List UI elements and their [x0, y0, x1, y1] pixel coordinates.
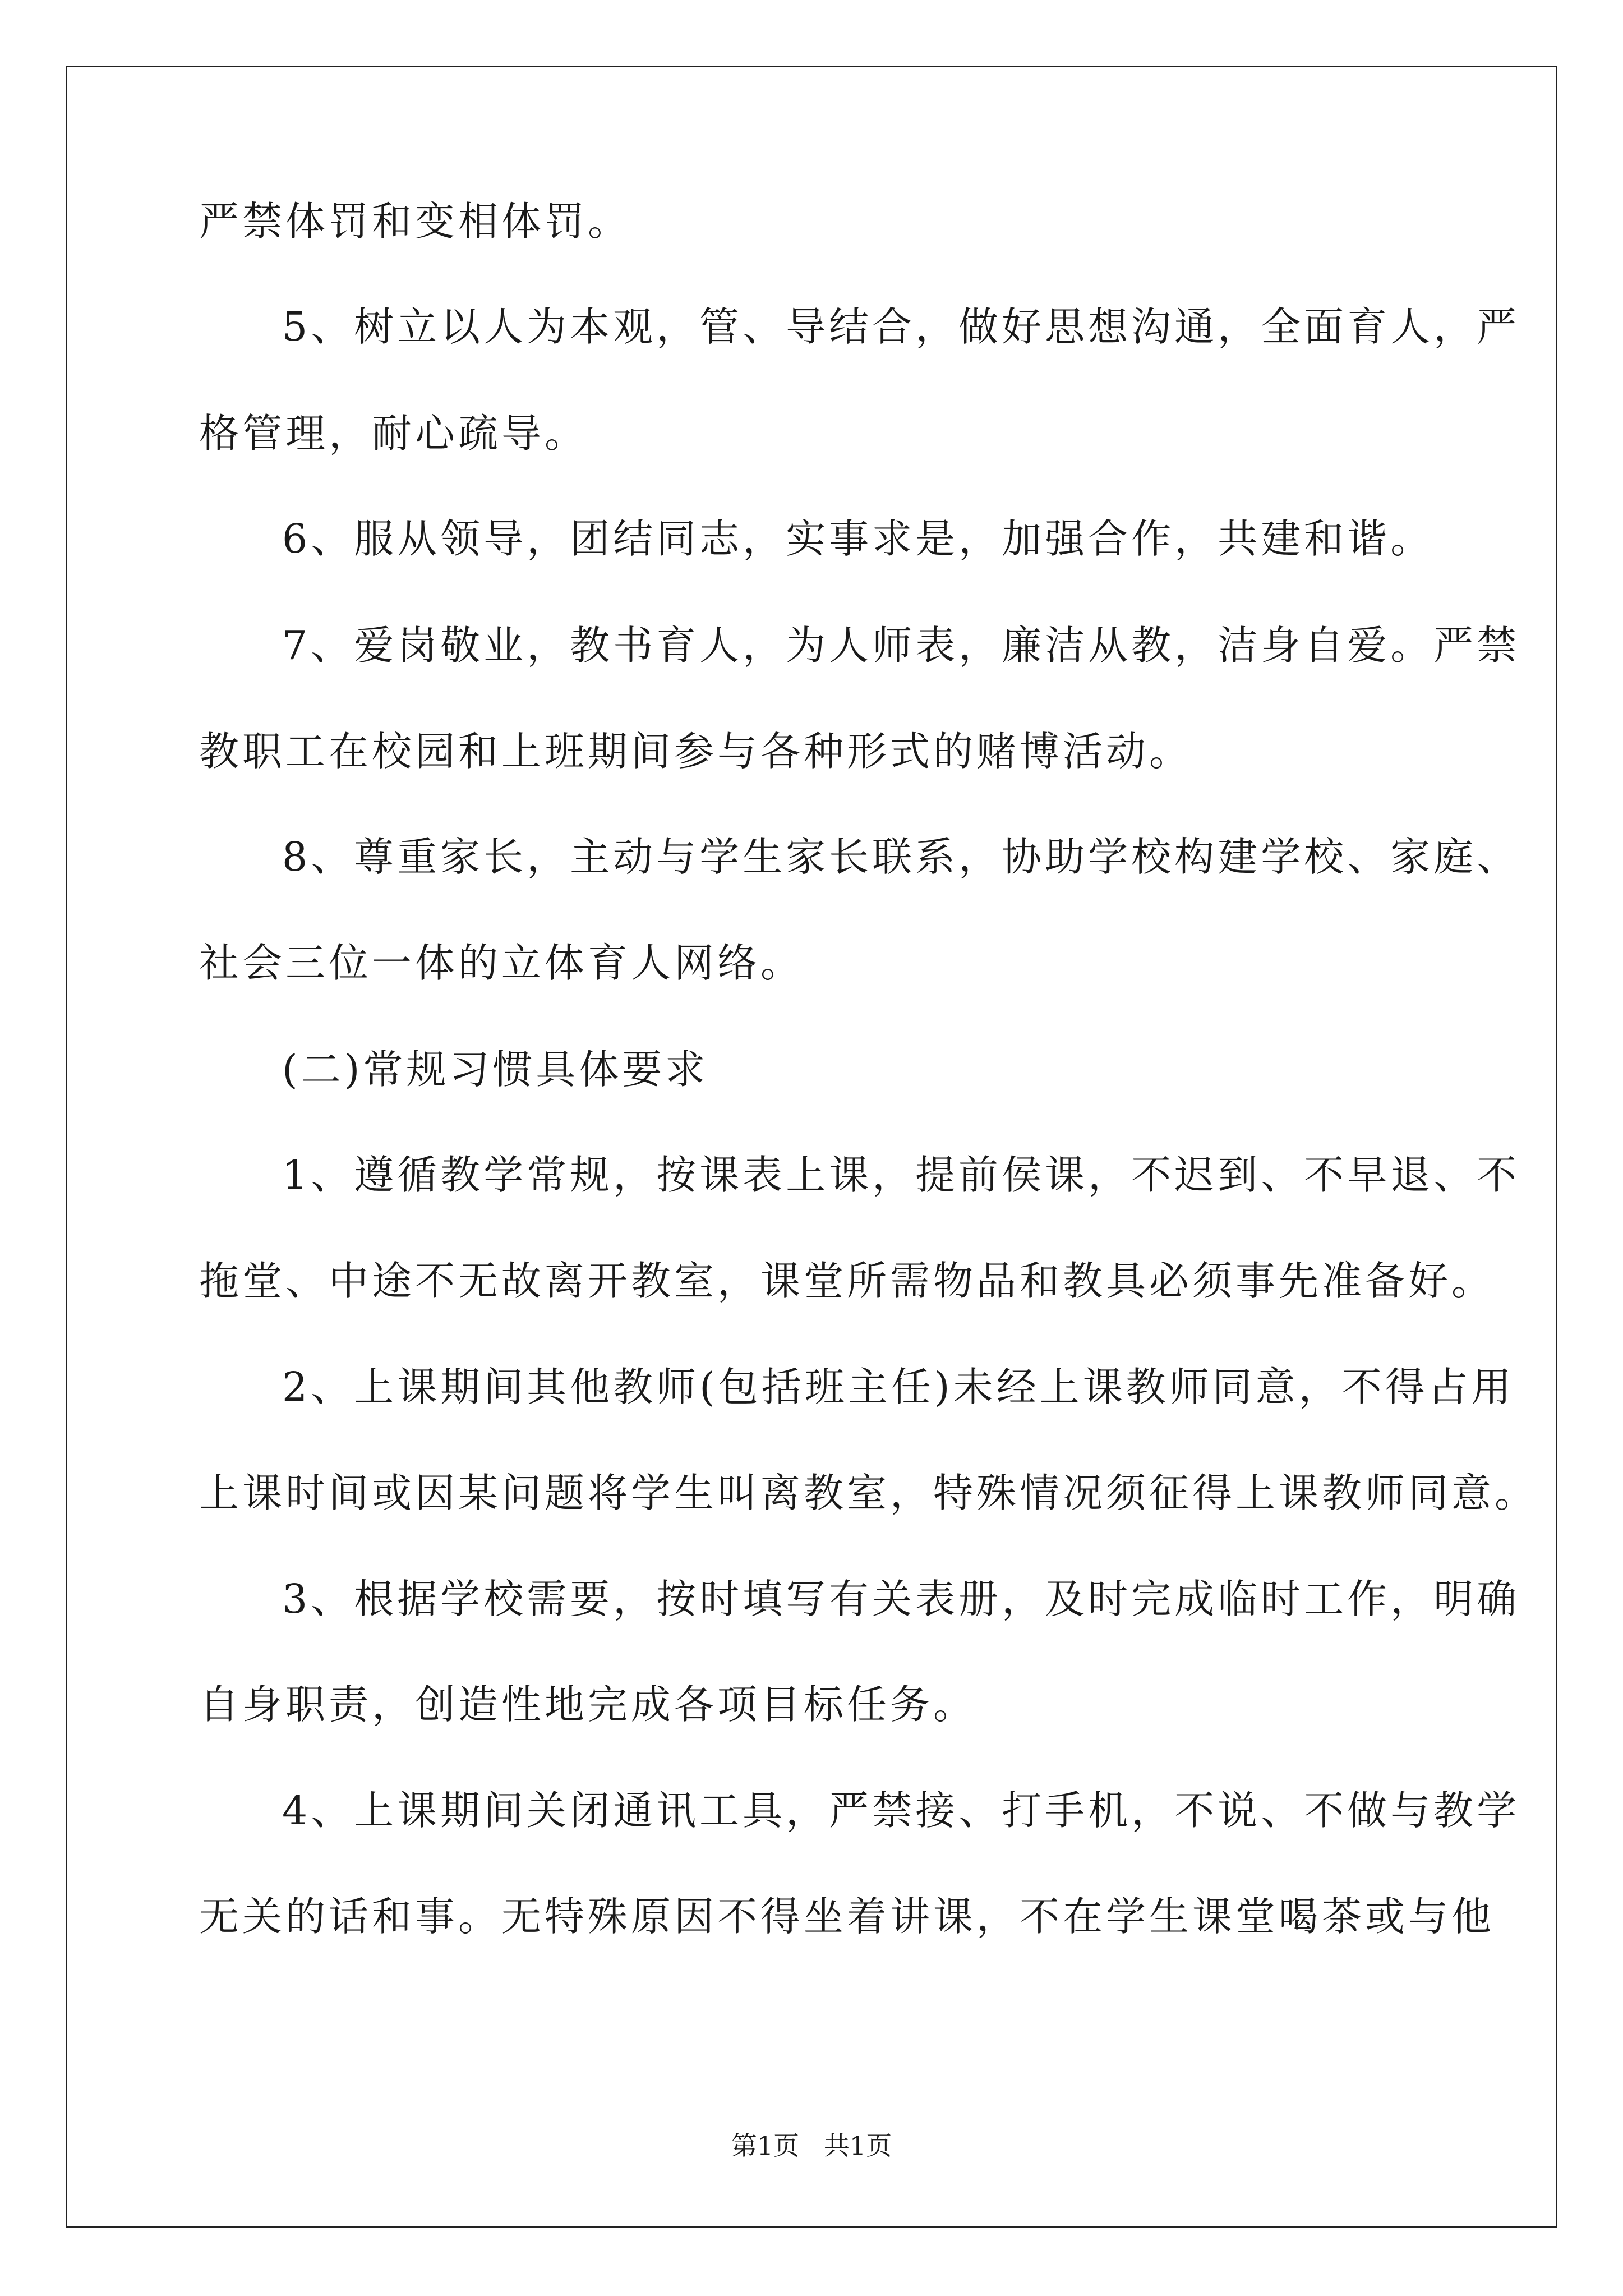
text-line: 自身职责，创造性地完成各项目标任务。: [199, 1681, 977, 1728]
text-line: 1、遵循教学常规，按课表上课，提前侯课，不迟到、不早退、不: [282, 1152, 1520, 1198]
text-line: 格管理，耐心疏导。: [199, 410, 588, 457]
page-number-footer: 第1页 共1页: [731, 2131, 892, 2161]
text-line: 上课时间或因某问题将学生叫离教室，特殊情况须征得上课教师同意。: [199, 1470, 1538, 1516]
text-line: 教职工在校园和上班期间参与各种形式的赌博活动。: [199, 728, 1193, 775]
text-line: 无关的话和事。无特殊原因不得坐着讲课，不在学生课堂喝茶或与他: [199, 1893, 1495, 1940]
section-heading: (二)常规习惯具体要求: [282, 1046, 709, 1093]
text-line: 6、服从领导，团结同志，实事求是，加强合作，共建和谐。: [282, 516, 1434, 562]
text-line: 7、爱岗敬业，教书育人，为人师表，廉洁从教，洁身自爱。严禁: [282, 622, 1520, 669]
text-line: 拖堂、中途不无故离开教室，课堂所需物品和教具必须事先准备好。: [199, 1258, 1495, 1304]
text-line: 社会三位一体的立体育人网络。: [199, 940, 804, 986]
text-line: 5、树立以人为本观，管、导结合，做好思想沟通，全面育人，严: [282, 303, 1520, 350]
text-line: 4、上课期间关闭通讯工具，严禁接、打手机，不说、不做与教学: [282, 1787, 1520, 1834]
text-line: 2、上课期间其他教师(包括班主任)未经上课教师同意，不得占用: [282, 1364, 1515, 1410]
text-line: 8、尊重家长，主动与学生家长联系，协助学校构建学校、家庭、: [282, 834, 1520, 880]
text-line: 严禁体罚和变相体罚。: [199, 198, 631, 245]
text-line: 3、根据学校需要，按时填写有关表册，及时完成临时工作，明确: [282, 1576, 1520, 1622]
